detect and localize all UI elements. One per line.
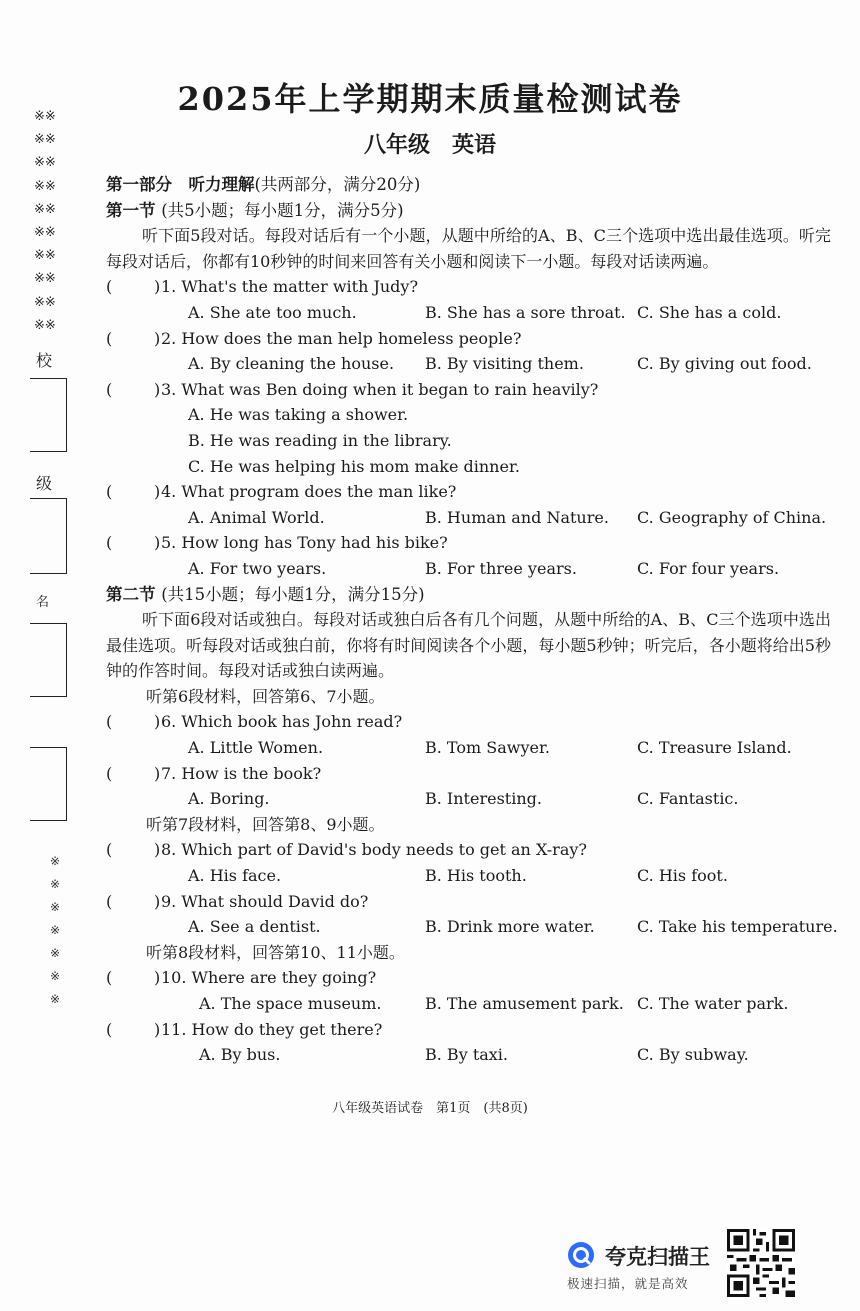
options-11 [106,1042,831,1068]
part1-heading: 第一部分 听力理解(共两部分，满分20分) [106,175,421,194]
brand-slogan: 极速扫描，就是高效 [567,1276,689,1291]
option-a: A. She ate too much. [188,302,357,322]
section1-instructions: 听下面5段对话。每段对话后有一个小题，从题中所给的A、B、C三个选项中选出最佳选项。听完每段对话后，你都有10秒钟的时间来回答有关小题和阅读下一小题。每段对话读两遍。 [106,226,831,271]
option-c: C. Take his temperature. [637,917,838,937]
label-school: 校 [36,351,53,370]
question-10: ( ) 10. Where are they going? [106,968,377,988]
options-2 [106,351,831,377]
exam-content [106,172,838,1068]
options-7 [106,786,831,812]
bracket-class [30,498,67,574]
brand-name: 夸克扫描王 [605,1245,710,1269]
section2-instructions: 听下面6段对话或独白。每段对话或独白后各有几个问题，从题中所给的A、B、C三个选项中选出最佳选项。听每段对话或独白前，你将有时间阅读各个小题，每小题5秒钟；听完后，各小题将给出5秒钟的作答时间。每段对话或独白读两遍。 [106,610,831,681]
section2-heading: 第二节 (共15小题；每小题1分，满分15分) [106,584,425,604]
margin-stars-small: ※ ※ ※ ※ ※ ※ ※ [50,854,61,1006]
option-c: C. Fantastic. [637,789,739,809]
options-5 [106,556,831,582]
options-6 [106,735,831,761]
option-b: B. She has a sore throat. [425,302,626,322]
option-b: B. By taxi. [425,1045,509,1065]
option-c: C. His foot. [637,866,728,886]
quark-logo-icon [567,1241,595,1269]
bracket-number [30,747,67,821]
bracket-name [30,623,67,697]
material-8-heading: 听第8段材料，回答第10、11小题。 [146,942,405,962]
question-9: ( ) 9. What should David do? [106,891,369,911]
section1-heading: 第一节 (共5小题；每小题1分，满分5分) [106,200,404,220]
option-a: A. Boring. [188,789,270,809]
question-7: ( ) 7. How is the book? [106,763,322,783]
label-name: 名 [36,595,50,610]
option-b: B. The amusement park. [425,994,624,1013]
question-5: ( ) 5. How long has Tony had his bike? [106,533,448,553]
binding-margin [30,105,90,1045]
options-10 [106,991,831,1017]
option-a: A. By bus. [199,1045,281,1065]
page-footer: 八年级英语试卷 第1页 (共8页) [332,1101,528,1116]
label-class: 级 [36,474,53,493]
option-c: C. Treasure Island. [637,738,792,758]
question-4: ( ) 4. What program does the man like? [106,482,457,502]
question-11: ( ) 11. How do they get there? [106,1019,383,1039]
option-c: C. She has a cold. [637,302,782,322]
option-b: B. Drink more water. [425,917,595,937]
option-a: A. See a dentist. [188,917,321,937]
option-a: A. For two years. [188,558,327,578]
option-b: B. He was reading in the library. [188,430,452,450]
material-7-heading: 听第7段材料，回答第8、9小题。 [146,814,385,834]
option-c: C. He was helping his mom make dinner. [188,456,520,476]
option-c: C. By giving out food. [637,354,812,374]
option-a: A. He was taking a shower. [188,405,409,425]
option-b: B. Human and Nature. [425,507,609,527]
question-3: ( ) 3. What was Ben doing when it began to rain heavily? [106,379,599,399]
option-row-3a [106,402,831,428]
option-a: A. His face. [188,866,282,886]
option-b: B. For three years. [425,558,577,578]
option-a: A. By cleaning the house. [188,354,395,374]
option-a: A. Animal World. [188,507,325,527]
options-8 [106,863,831,889]
option-row-3b [106,428,831,454]
qr-code-icon [727,1229,795,1297]
options-1 [106,300,831,326]
question-8: ( ) 8. Which part of David's body needs to get an X-ray? [106,840,587,860]
option-row-3c [106,454,831,480]
options-9 [106,914,838,940]
margin-stars: ※※ ※※ ※※ ※※ ※※ ※※ ※※ ※※ ※※ ※※ [34,109,56,333]
page-title: 2025年上学期期末质量检测试卷 [177,80,683,118]
options-4 [106,505,831,531]
scanner-watermark [567,1235,727,1295]
question-2: ( ) 2. How does the man help homeless people? [106,328,522,348]
option-b: B. Interesting. [425,789,542,809]
material-6-heading: 听第6段材料，回答第6、7小题。 [146,686,385,706]
option-c: C. For four years. [637,558,780,578]
question-1: ( ) 1. What's the matter with Judy? [106,277,419,297]
option-a: A. The space museum. [199,994,382,1013]
option-b: B. His tooth. [425,866,527,886]
option-b: B. By visiting them. [425,354,584,374]
question-6: ( ) 6. Which book has John read? [106,712,403,732]
option-c: C. The water park. [637,994,789,1013]
bracket-school [30,378,67,452]
option-b: B. Tom Sawyer. [425,738,550,758]
option-c: C. By subway. [637,1045,749,1065]
option-a: A. Little Women. [188,738,324,758]
option-c: C. Geography of China. [637,507,827,527]
page-subtitle: 八年级 英语 [363,132,496,158]
